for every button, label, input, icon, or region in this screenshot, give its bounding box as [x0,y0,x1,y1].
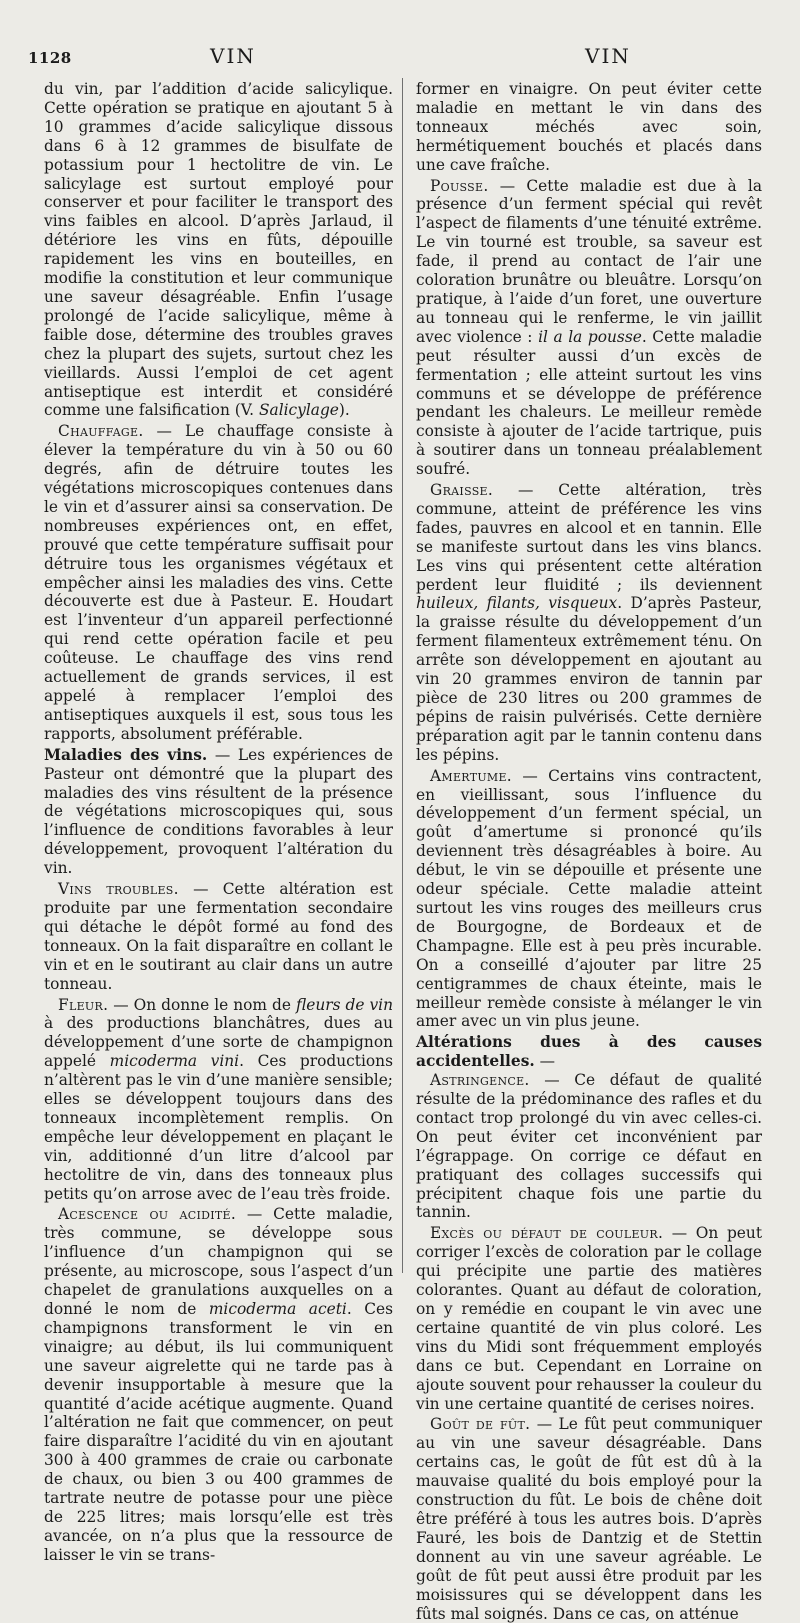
entry-text: — Cette altération, très commune, atteint de préférence les vins fades, pauvres en alcool et en tannin. Elle se manifeste surtout dans les vins blancs. Les vins qui présentent cette altération perdent leur fluidité ; ils deviennent [416,481,762,594]
section-heading: Altérations dues à des causes accidentelles. [416,1033,762,1071]
pousse-entry [416,177,762,480]
graisse-entry [416,481,762,765]
text: ). [338,401,350,420]
acescence-entry [44,1205,393,1564]
text-italic: Salicylage [258,401,339,420]
text-italic: micoderma vini [109,1052,240,1071]
entry-heading: Chauffage. [58,422,144,441]
entry-heading: Vins troubles. [58,880,179,899]
entry-text: — Ce défaut de qualité résulte de la prédominance des rafles et du contact trop prolongé du vin avec celles-ci. On peut éviter cet inconvénient par l’égrappage. On corrige ce défaut en pratiquant des collages successifs qui précipitent chaque fois une partie du tannin. [416,1071,762,1222]
exces-couleur-entry [416,1224,762,1413]
entry-text: — Cette altération est produite par une fermentation secondaire qui détache le dépôt formé au fond des tonneaux. On la fait disparaître en collant le vin et en le soutirant au clair dans un autre tonneau. [44,880,393,993]
page-number: 1128 [28,49,72,67]
entry-text: — Les expériences de Pasteur ont démontré que la plupart des maladies des vins résultent de la présence de végétations microscopiques qui, sous l’influence de conditions favorables à leur développement, provoquent l’altération du vin. [44,745,393,878]
text-italic: fleurs de vin [295,995,393,1014]
entry-heading: Acescence ou acidité. [58,1205,237,1224]
entry-text: — Cette maladie, très commune, se développe sous l’influence d’un champignon qui se présente, au microscope, sous l’aspect d’un chapelet de granulations auxquelles on a donné le nom de [44,1205,393,1318]
right-column [416,80,762,1623]
entry-heading: Fleur. [58,995,109,1014]
running-head-left: VIN [210,44,256,68]
left-column [44,80,393,1565]
entry-text: — Le chauffage consiste à élever la température du vin à 50 ou 60 degrés, afin de détruire toutes les végétations microscopiques contenues dans le vin et d’assurer ainsi sa conservation. De nombreuses expériences ont, en effet, prouvé que cette température suffisait pour détruire tous les organismes végétaux et empêcher ainsi les maladies des vins. Cette découverte est due à Pasteur. E. Houdart est l’inventeur d’un appareil perfectionné qui rend cette opération facile et peu coûteuse. Le chauffage des vins rend actuellement de grands services, il est appelé à remplacer l’emploi des antiseptiques auxquels il est, sous tous les rapports, absolument préférable. [44,422,393,743]
entry-heading: Pousse. [430,176,489,195]
fleur-entry [44,996,393,1204]
entry-text: — On donne le nom de [108,995,296,1014]
alterations-heading [416,1033,762,1071]
amertume-entry [416,767,762,1032]
gout-de-fut-entry [416,1415,762,1623]
vins-troubles-entry [44,880,393,993]
entry-heading: Goût de fût. [430,1415,531,1434]
acescence-continued [416,80,762,175]
entry-heading: Graisse. [430,481,494,500]
entry-text: — On peut corriger l’excès de coloration par le collage qui précipite une partie des matières colorantes. Quant au défaut de coloration, on y remédie en coupant le vin avec une certaine quantité de vin plus coloré. Les vins du Midi sont fréquemment employés dans ce but. Cependant en Lorraine on ajoute souvent pour rehausser la couleur du vin une certaine quantité de cerises noires. [416,1224,763,1413]
text: former en vinaigre. On peut éviter cette maladie en mettant le vin dans des tonneaux méchés avec soin, hermétiquement bouchés et placés dans une cave fraîche. [416,80,762,174]
text-italic: micoderma aceti [208,1300,347,1318]
text-italic: huileux, filants, visqueux [416,594,618,613]
running-head-right: VIN [585,44,631,68]
entry-text: — Certains vins contractent, en vieillissant, sous l’influence du développement d’un ferment spécial, un goût d’amertume si prononcé qu’ils deviennent très désagréables à boire. Au début, le vin se dépouille et présente une odeur spéciale. Cette maladie atteint surtout les vins rouges des meilleurs crus de Bourgogne, de Bordeaux et de Champagne. Elle est à peu près incurable. On a conseillé d’ajouter par litre 25 centigrammes de chaux éteinte, mais le meilleur remède consiste à mélanger le vin amer avec un vin plus jeune. [416,766,762,1031]
salicylage-paragraph [44,80,393,420]
entry-text: — Le fût peut communiquer au vin une saveur désagréable. Dans certains cas, le goût de fût est dû à la mauvaise qualité du bois employé pour la construction du fût. Le bois de chêne doit être préféré à tous les autres bois. D’après Fauré, les bois de Dantzig et de Stettin donnent au vin une saveur agréable. Le goût de fût peut aussi être produit par les moisissures qui se développent dans les fûts mal soignés. Dans ce cas, on atténue [416,1415,762,1623]
text: du vin, par l’addition d’acide salicylique. Cette opération se pratique en ajoutant 5 à 10 grammes d’acide salicylique dissous dans 6 à 12 grammes de bisulfate de potassium pour 1 hectolitre de vin. Le salicylage est surtout employé pour conserver et pour faciliter le transport des vins faibles en alcool. D’après Jarlaud, il détériore les vins en fûts, dépouille rapidement les vins en bouteilles, en modifie la constitution et leur communique une saveur désagréable. Enfin l’usage prolongé de l’acide salicylique, même à faible dose, détermine des troubles graves chez la plupart des sujets, surtout chez les vieillards. Aussi l’emploi de cet agent antiseptique est interdit et considéré comme une falsification (V. [44,80,393,420]
entry-text: . Ces productions n’altèrent pas le vin d’une manière sensible; elles se développent toujours dans des tonneaux incomplètement remplis. On empêche leur développement en plaçant le vin, additionné d’un litre d’alcool par hectolitre de vin, dans des tonneaux plus petits qu’on arrose avec de l’eau très froide. [44,1052,393,1203]
entry-text: — Cette maladie est due à la présence d’un ferment spécial qui revêt l’aspect de filaments d’une ténuité extrême. Le vin tourné est trouble, sa saveur est fade, il prend au contact de l’air une coloration brunâtre ou bleuâtre. Lorsqu’on pratique, à l’aide d’un foret, une ouverture au tonneau qui le renferme, le vin jaillit avec violence : [416,176,762,346]
entry-text: . D’après Pasteur, la graisse résulte du développement d’un ferment filamenteux extrêmement ténu. On arrête son développement en ajoutant au vin 20 grammes environ de tannin par pièce de 230 litres ou 200 grammes de pépins de raisin pulvérisés. Cette dernière préparation agit par le tannin contenu dans les pépins. [416,594,762,764]
entry-text: . Cette maladie peut résulter aussi d’un excès de fermentation ; elle atteint surtout les vins communs et se développe de préférence pendant les chaleurs. Le meilleur remède consiste à ajouter de l’acide tartrique, puis à soutirer dans un tonneau préalablement soufré. [416,327,762,479]
column-divider [402,78,403,1273]
section-heading: Maladies des vins. [44,745,208,764]
text: — [534,1052,556,1071]
astringence-entry [416,1071,762,1222]
entry-text: . Ces champignons transforment le vin en vinaigre; au début, ils lui communiquent une saveur aigrelette qui ne tarde pas à devenir insupportable à mesure que la quantité d’acide acétique augmente. Quand l’altération ne fait que commencer, on peut faire disparaître l’acidité du vin en ajoutant 300 à 400 grammes de craie ou carbonate de chaux, ou bien 3 ou 400 grammes de tartrate neutre de potasse pour une pièce de 225 litres; mais lorsqu’elle est très avancée, on n’a plus que la ressource de laisser le vin se trans- [44,1300,393,1564]
maladies-entry [44,746,393,878]
entry-heading: Excès ou défaut de couleur. [430,1224,664,1243]
entry-heading: Astringence. [430,1071,530,1090]
text-italic: il a la pousse [538,327,642,346]
entry-heading: Amertume. [430,766,512,785]
chauffage-entry [44,422,393,743]
entry-text: à des productions blanchâtres, dues au développement d’une sorte de champignon appelé [44,1014,393,1071]
